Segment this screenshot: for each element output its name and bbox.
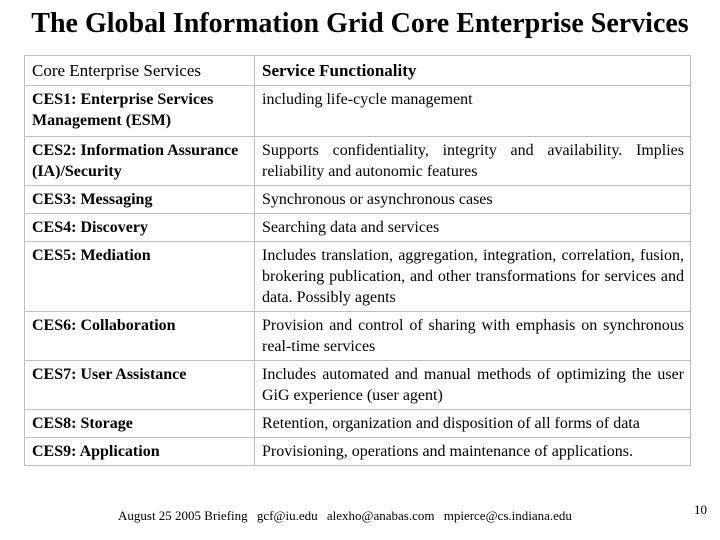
footer-email-link[interactable]: mpierce@cs.indiana.edu: [443, 508, 572, 523]
footer-email-link[interactable]: gcf@iu.edu: [256, 508, 318, 523]
column-header-services: Core Enterprise Services: [25, 56, 255, 86]
table-row: [25, 312, 691, 361]
table-row: [25, 186, 691, 214]
table-row: [25, 137, 691, 186]
service-functionality-cell: Includes translation, aggregation, integration, correlation, fusion, brokering publication, and other transformations for services and data. Possibly agents: [255, 242, 691, 312]
service-functionality-cell: Synchronous or asynchronous cases: [255, 186, 691, 214]
table-row: [25, 361, 691, 410]
service-name-cell: CES9: Application: [25, 438, 255, 466]
ces-table: [24, 55, 691, 466]
service-name-cell: CES5: Mediation: [25, 242, 255, 312]
service-name-cell: CES1: Enterprise Services Management (ESM): [25, 86, 255, 137]
service-name-cell: CES7: User Assistance: [25, 361, 255, 410]
column-header-functionality: Service Functionality: [255, 56, 691, 86]
slide-title: The Global Information Grid Core Enterprise Services: [31, 8, 689, 39]
page-number: 10: [694, 502, 707, 517]
service-name-cell: CES4: Discovery: [25, 214, 255, 242]
service-name-cell: CES3: Messaging: [25, 186, 255, 214]
table-row: [25, 438, 691, 466]
table-header-row: [25, 56, 691, 86]
service-functionality-cell: Provisioning, operations and maintenance of applications.: [255, 438, 691, 466]
service-functionality-cell: Includes automated and manual methods of optimizing the user GiG experience (user agent): [255, 361, 691, 410]
table-row: [25, 242, 691, 312]
table-row: [25, 410, 691, 438]
service-name-cell: CES6: Collaboration: [25, 312, 255, 361]
table-row: [25, 214, 691, 242]
footer-date: August 25 2005 Briefing: [118, 508, 248, 523]
service-functionality-cell: Searching data and services: [255, 214, 691, 242]
service-functionality-cell: Retention, organization and disposition of all forms of data: [255, 410, 691, 438]
service-functionality-cell: Supports confidentiality, integrity and availability. Implies reliability and autonomic features: [255, 137, 691, 186]
footer-email-link[interactable]: alexho@anabas.com: [326, 508, 435, 523]
service-functionality-cell: including life-cycle management: [255, 86, 691, 137]
service-name-cell: CES2: Information Assurance (IA)/Security: [25, 137, 255, 186]
slide-footer: [118, 508, 578, 524]
service-name-cell: CES8: Storage: [25, 410, 255, 438]
table-row: [25, 86, 691, 137]
service-functionality-cell: Provision and control of sharing with emphasis on synchronous real-time services: [255, 312, 691, 361]
